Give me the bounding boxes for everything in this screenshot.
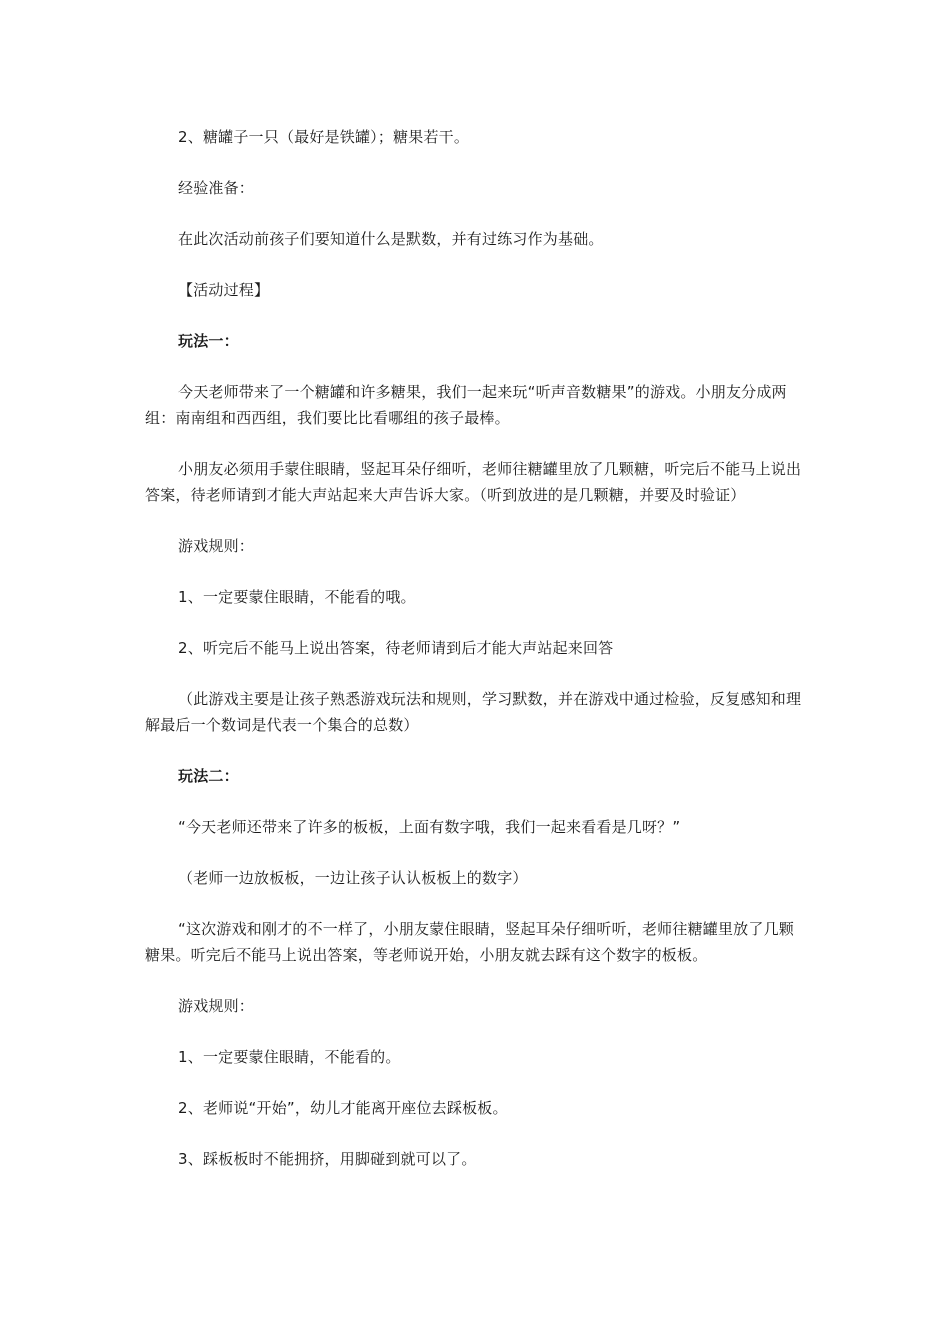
section-label: 经验准备： bbox=[178, 179, 255, 197]
section-heading: 【活动过程】 bbox=[178, 281, 270, 299]
document-body bbox=[145, 124, 805, 1197]
method-heading: 玩法二： bbox=[178, 767, 239, 785]
paragraph: 小朋友必须用手蒙住眼睛，竖起耳朵仔细听，老师往糖罐里放了几颗糖，听完后不能马上说出答案，待老师请到才能大声站起来大声告诉大家。（听到放进的是几颗糖，并要及时验证） bbox=[145, 460, 802, 504]
paragraph: “这次游戏和刚才的不一样了，小朋友蒙住眼睛，竖起耳朵仔细听听，老师往糖罐里放了几颗糖果。听完后不能马上说出答案，等老师说开始，小朋友就去踩有这个数字的板板。 bbox=[145, 920, 794, 964]
rule-item: 3、踩板板时不能拥挤，用脚碰到就可以了。 bbox=[178, 1150, 477, 1168]
rule-item: 1、一定要蒙住眼睛，不能看的。 bbox=[178, 1048, 401, 1066]
section-label: 游戏规则： bbox=[178, 997, 255, 1015]
paragraph: 在此次活动前孩子们要知道什么是默数，并有过练习作为基础。 bbox=[178, 230, 604, 248]
paragraph: “今天老师还带来了许多的板板，上面有数字哦，我们一起来看看是几呀？” bbox=[178, 818, 681, 836]
section-label: 游戏规则： bbox=[178, 537, 255, 555]
paragraph: （此游戏主要是让孩子熟悉游戏玩法和规则，学习默数，并在游戏中通过检验，反复感知和理解最后一个数词是代表一个集合的总数） bbox=[145, 690, 802, 734]
rule-item: 2、老师说“开始”，幼儿才能离开座位去踩板板。 bbox=[178, 1099, 508, 1117]
paragraph: 今天老师带来了一个糖罐和许多糖果，我们一起来玩“听声音数糖果”的游戏。小朋友分成两组：南南组和西西组，我们要比比看哪组的孩子最棒。 bbox=[145, 383, 787, 427]
rule-item: 2、听完后不能马上说出答案，待老师请到后才能大声站起来回答 bbox=[178, 639, 614, 657]
method-heading: 玩法一： bbox=[178, 332, 239, 350]
paragraph: 2、糖罐子一只（最好是铁罐）；糖果若干。 bbox=[178, 128, 470, 146]
rule-item: 1、一定要蒙住眼睛，不能看的哦。 bbox=[178, 588, 416, 606]
paragraph: （老师一边放板板，一边让孩子认认板板上的数字） bbox=[178, 869, 528, 887]
